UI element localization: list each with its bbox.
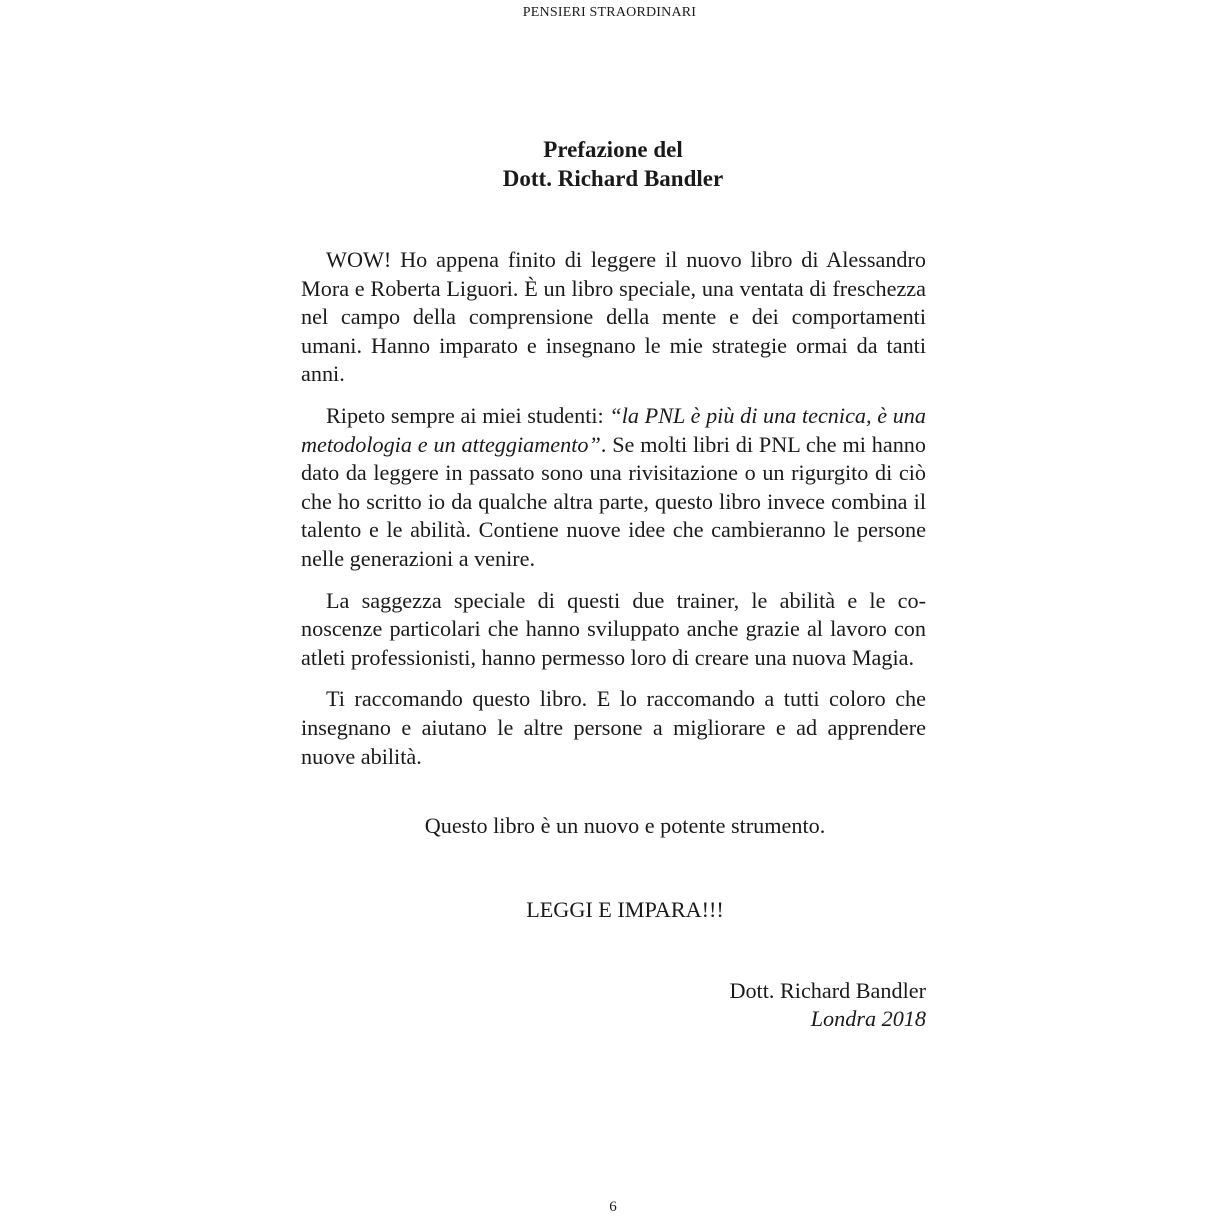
exclaim-line: LEGGI E IMPARA!!!	[526, 897, 724, 922]
running-header: PENSIERI STRAORDINARI	[522, 5, 697, 20]
paragraph-2-quote: “la PNL è più di una tecnica, è una metodologia e un atteggiamento”	[301, 402, 926, 457]
closing-line: Questo libro è un nuovo e potente strumento.	[424, 813, 826, 838]
paragraph-1: WOW! Ho appena finito di leggere il nuovo libro di Alessandro Mora e Roberta Liguori. È un libro speciale, una ventata di freschezza nel campo della comprensione della mente e dei comportamenti umani. Hanno imparato e insegnano le mie strategie ormai da tanti anni.	[301, 247, 926, 387]
page-number: 6	[609, 1199, 617, 1215]
chapter-title-line-2: Dott. Richard Bandler	[502, 166, 724, 191]
signature-block	[300, 977, 926, 1033]
paragraph-2	[301, 402, 926, 574]
paragraph-3: La saggezza speciale di questi due trainer, le abilità e le conoscenze particolari che hanno sviluppato anche grazie al lavoro con atleti professionisti, hanno permesso loro di creare una nuova Magia.	[301, 587, 926, 670]
signature-name: Dott. Richard Bandler	[729, 978, 926, 1003]
chapter-title-line-1: Prefazione del	[543, 137, 683, 162]
preface-body	[301, 246, 926, 771]
paragraph-4: Ti raccomando questo libro. E lo raccomando a tutti coloro che insegnano e aiutano le altre persone a migliorare e ad apprendere nuove abilità.	[301, 686, 926, 769]
signature-place-date: Londra 2018	[810, 1006, 926, 1031]
chapter-title	[300, 135, 926, 193]
paragraph-2-intro: Ripeto sempre ai miei studenti:	[326, 402, 610, 428]
paragraph-2-rest: . Se molti libri di PNL che mi hanno dato da leggere in passato sono una rivisitazione o un rigurgito di ciò che ho scritto io da qualche altra parte, questo libro invece combina il talento e le abilità. Contiene nuove idee che cambieranno le persone nelle generazioni a venire.	[301, 431, 926, 571]
